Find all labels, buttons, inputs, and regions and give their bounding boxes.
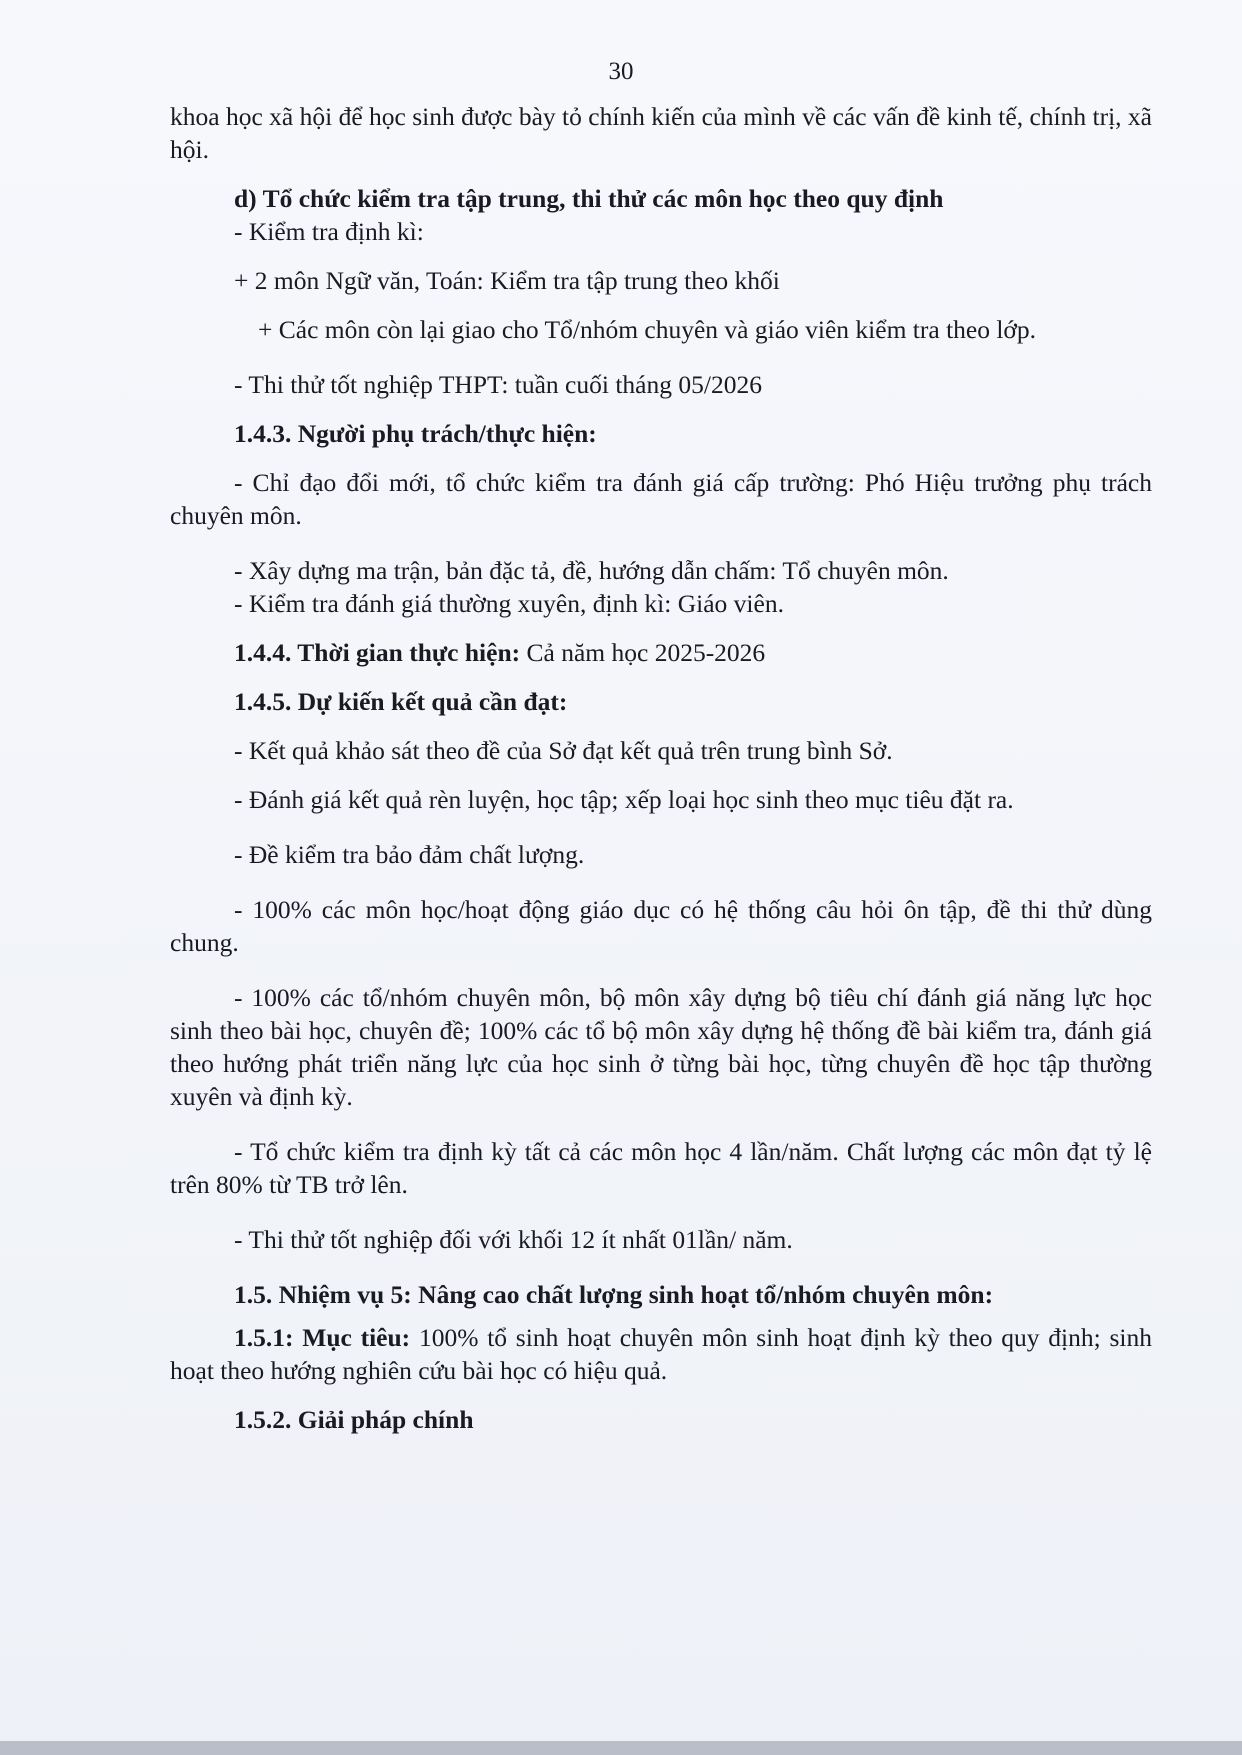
inline-label: 1.4.4. Thời gian thực hiện: — [234, 638, 521, 667]
section-heading: 1.4.5. Dự kiến kết quả cần đạt: — [234, 687, 568, 716]
paragraph: - 100% các môn học/hoạt động giáo dục có hệ thống câu hỏi ôn tập, đề thi thử dùng chung. — [170, 895, 1152, 957]
inline-text: Cả năm học 2025-2026 — [520, 638, 766, 667]
paragraph: + Các môn còn lại giao cho Tổ/nhóm chuyên và giáo viên kiểm tra theo lớp. — [258, 315, 1037, 344]
section-heading: 1.5. Nhiệm vụ 5: Nâng cao chất lượng sinh hoạt tổ/nhóm chuyên môn: — [234, 1280, 994, 1309]
paragraph: - Kết quả khảo sát theo đề của Sở đạt kết quả trên trung bình Sở. — [234, 736, 893, 765]
scan-edge — [0, 1741, 1242, 1755]
paragraph: + 2 môn Ngữ văn, Toán: Kiểm tra tập trung theo khối — [234, 266, 780, 295]
paragraph: - Tổ chức kiểm tra định kỳ tất cả các môn học 4 lần/năm. Chất lượng các môn đạt tỷ lệ trên 80% từ TB trở lên. — [170, 1137, 1152, 1199]
paragraph: - Thi thử tốt nghiệp đối với khối 12 ít nhất 01lần/ năm. — [234, 1225, 793, 1254]
inline-text: 100% tổ sinh hoạt chuyên môn sinh hoạt định kỳ theo quy định; sinh hoạt theo hướng nghiên cứu bài học có hiệu quả. — [170, 1323, 1152, 1385]
paragraph: - Chỉ đạo đổi mới, tổ chức kiểm tra đánh giá cấp trường: Phó Hiệu trưởng phụ trách chuyên môn. — [170, 468, 1152, 530]
paragraph-with-label — [170, 1321, 1152, 1387]
inline-label: 1.5.1: Mục tiêu: — [234, 1323, 411, 1352]
paragraph: khoa học xã hội để học sinh được bày tỏ chính kiến của mình về các vấn đề kinh tế, chính trị, xã hội. — [170, 102, 1152, 164]
paragraph: - 100% các tổ/nhóm chuyên môn, bộ môn xây dựng bộ tiêu chí đánh giá năng lực học sinh theo bài học, chuyên đề; 100% các tổ bộ môn xây dựng hệ thống đề bài kiểm tra, đánh giá theo hướng phát triển năng lực của học sinh ở từng bài học, từng chuyên đề học tập thường xuyên và định kỳ. — [170, 983, 1152, 1111]
page-body — [170, 100, 1152, 1436]
paragraph: - Đánh giá kết quả rèn luyện, học tập; xếp loại học sinh theo mục tiêu đặt ra. — [234, 785, 1014, 814]
paragraph-with-label — [170, 636, 1152, 669]
paragraph: - Kiểm tra đánh giá thường xuyên, định kì: Giáo viên. — [234, 589, 784, 618]
section-heading: 1.5.2. Giải pháp chính — [234, 1405, 474, 1434]
paragraph: - Thi thử tốt nghiệp THPT: tuần cuối tháng 05/2026 — [234, 370, 762, 399]
page-number: 30 — [608, 58, 634, 85]
paragraph: - Đề kiểm tra bảo đảm chất lượng. — [234, 840, 585, 869]
section-heading: 1.4.3. Người phụ trách/thực hiện: — [234, 419, 597, 448]
paragraph: - Xây dựng ma trận, bản đặc tả, đề, hướng dẫn chấm: Tổ chuyên môn. — [234, 556, 949, 585]
paragraph: - Kiểm tra định kì: — [234, 217, 424, 246]
section-heading: d) Tổ chức kiểm tra tập trung, thi thử các môn học theo quy định — [234, 184, 944, 213]
